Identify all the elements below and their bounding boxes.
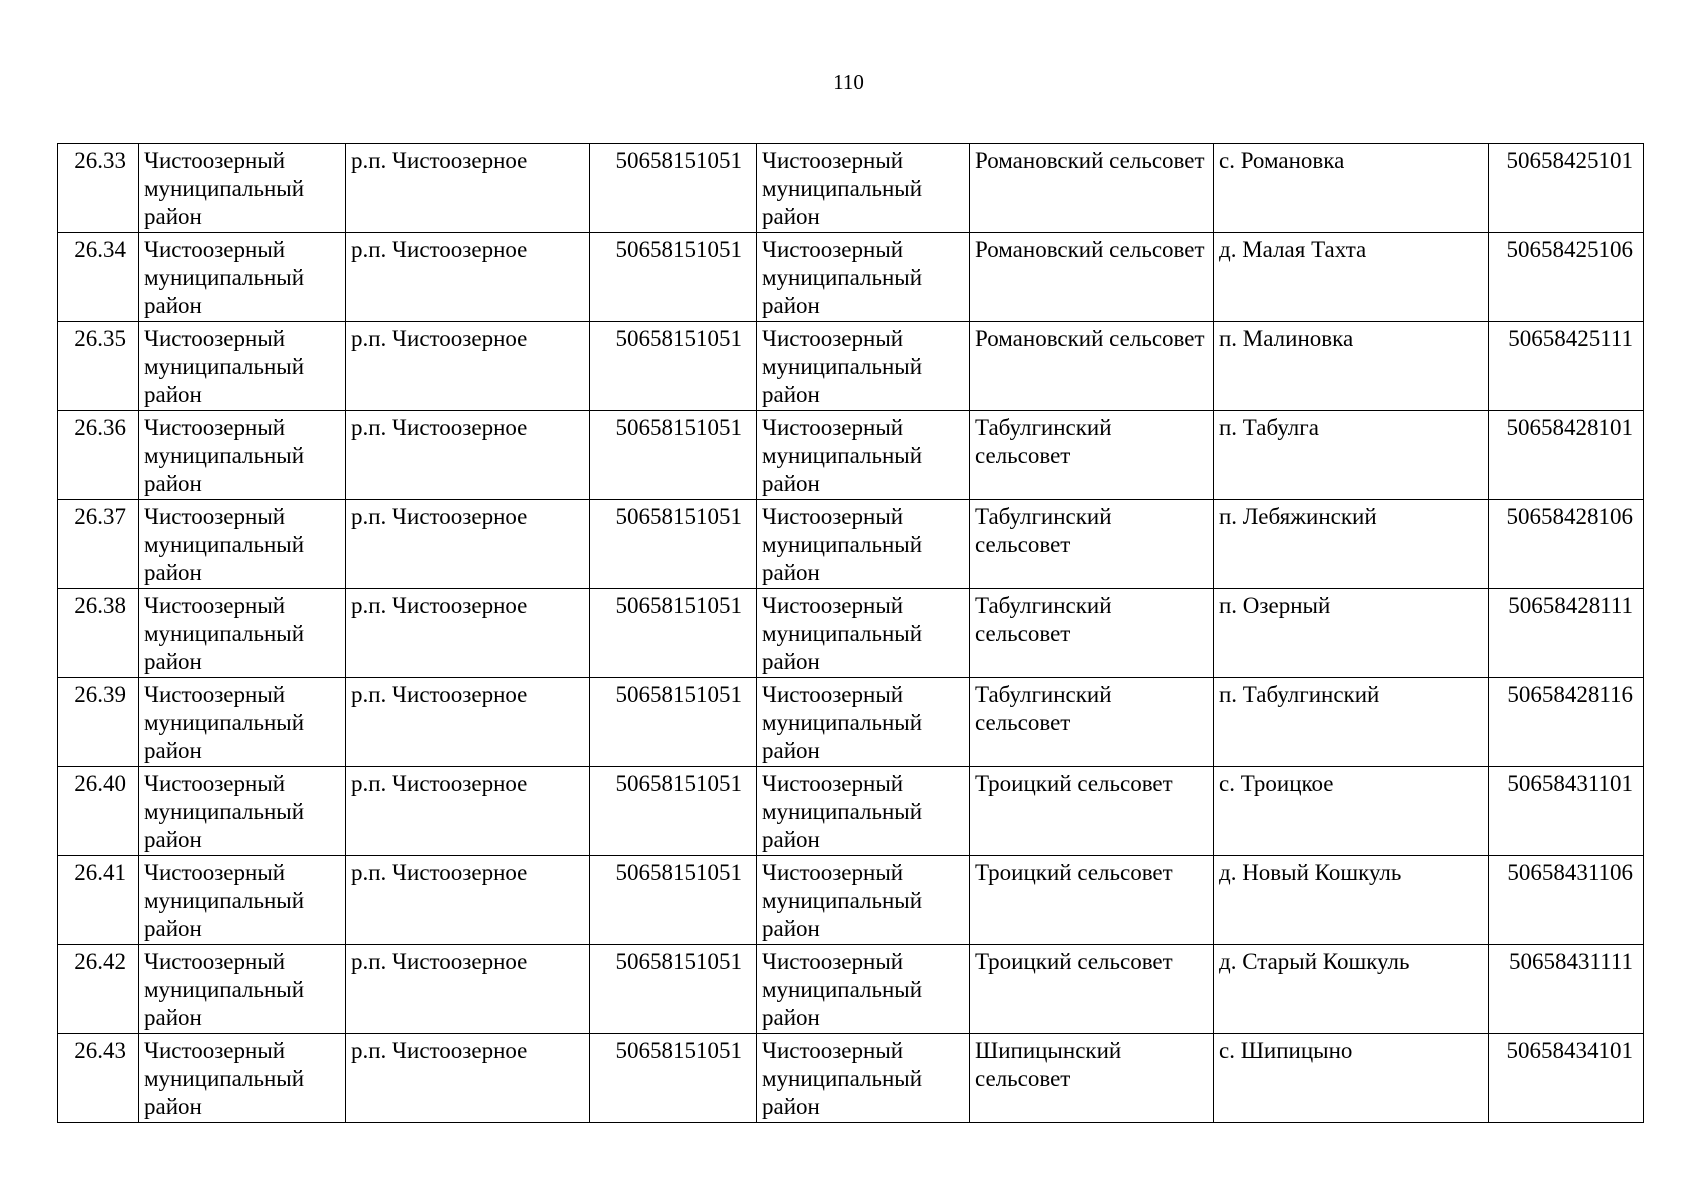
admin-center-cell: р.п. Чистоозерное xyxy=(346,411,590,500)
district-cell: Чистоозерный муниципальный район xyxy=(139,856,346,945)
municipal-district-cell: Чистоозерный муниципальный район xyxy=(757,1034,970,1123)
admin-center-cell: р.п. Чистоозерное xyxy=(346,945,590,1034)
table-row xyxy=(58,945,1644,1034)
row-number-cell: 26.40 xyxy=(58,767,139,856)
settlement-code-cell: 50658428101 xyxy=(1489,411,1644,500)
settlement-cell: д. Новый Кошкуль xyxy=(1214,856,1489,945)
admin-center-code-cell: 50658151051 xyxy=(590,856,757,945)
settlement-cell: д. Малая Тахта xyxy=(1214,233,1489,322)
village-council-cell: Табулгинский сельсовет xyxy=(970,411,1214,500)
admin-center-code-cell: 50658151051 xyxy=(590,767,757,856)
table-row xyxy=(58,233,1644,322)
district-cell: Чистоозерный муниципальный район xyxy=(139,411,346,500)
admin-center-cell: р.п. Чистоозерное xyxy=(346,322,590,411)
table-row xyxy=(58,500,1644,589)
admin-center-code-cell: 50658151051 xyxy=(590,1034,757,1123)
village-council-cell: Табулгинский сельсовет xyxy=(970,500,1214,589)
table-row xyxy=(58,678,1644,767)
district-cell: Чистоозерный муниципальный район xyxy=(139,1034,346,1123)
settlement-code-cell: 50658428106 xyxy=(1489,500,1644,589)
village-council-cell: Романовский сельсовет xyxy=(970,233,1214,322)
settlement-code-cell: 50658425106 xyxy=(1489,233,1644,322)
municipal-district-cell: Чистоозерный муниципальный район xyxy=(757,411,970,500)
admin-center-cell: р.п. Чистоозерное xyxy=(346,144,590,233)
admin-center-code-cell: 50658151051 xyxy=(590,411,757,500)
municipal-district-cell: Чистоозерный муниципальный район xyxy=(757,767,970,856)
settlement-cell: д. Старый Кошкуль xyxy=(1214,945,1489,1034)
village-council-cell: Шипицынский сельсовет xyxy=(970,1034,1214,1123)
admin-center-cell: р.п. Чистоозерное xyxy=(346,500,590,589)
village-council-cell: Троицкий сельсовет xyxy=(970,945,1214,1034)
settlement-cell: п. Малиновка xyxy=(1214,322,1489,411)
settlement-code-cell: 50658425101 xyxy=(1489,144,1644,233)
settlement-code-cell: 50658431106 xyxy=(1489,856,1644,945)
municipal-district-cell: Чистоозерный муниципальный район xyxy=(757,589,970,678)
village-council-cell: Троицкий сельсовет xyxy=(970,856,1214,945)
settlement-cell: п. Табулгинский xyxy=(1214,678,1489,767)
municipal-district-cell: Чистоозерный муниципальный район xyxy=(757,322,970,411)
district-cell: Чистоозерный муниципальный район xyxy=(139,678,346,767)
district-cell: Чистоозерный муниципальный район xyxy=(139,322,346,411)
row-number-cell: 26.41 xyxy=(58,856,139,945)
municipal-district-cell: Чистоозерный муниципальный район xyxy=(757,856,970,945)
admin-center-cell: р.п. Чистоозерное xyxy=(346,589,590,678)
admin-center-cell: р.п. Чистоозерное xyxy=(346,856,590,945)
district-cell: Чистоозерный муниципальный район xyxy=(139,500,346,589)
settlement-cell: с. Романовка xyxy=(1214,144,1489,233)
settlement-code-cell: 50658434101 xyxy=(1489,1034,1644,1123)
village-council-cell: Табулгинский сельсовет xyxy=(970,589,1214,678)
village-council-cell: Романовский сельсовет xyxy=(970,144,1214,233)
admin-center-code-cell: 50658151051 xyxy=(590,945,757,1034)
page-number: 110 xyxy=(833,70,864,94)
row-number-cell: 26.37 xyxy=(58,500,139,589)
settlement-cell: п. Табулга xyxy=(1214,411,1489,500)
row-number-cell: 26.43 xyxy=(58,1034,139,1123)
village-council-cell: Табулгинский сельсовет xyxy=(970,678,1214,767)
settlement-cell: п. Озерный xyxy=(1214,589,1489,678)
settlement-code-cell: 50658428111 xyxy=(1489,589,1644,678)
admin-center-cell: р.п. Чистоозерное xyxy=(346,233,590,322)
row-number-cell: 26.42 xyxy=(58,945,139,1034)
settlement-code-cell: 50658431111 xyxy=(1489,945,1644,1034)
settlements-table xyxy=(57,143,1644,1123)
table-row xyxy=(58,856,1644,945)
municipal-district-cell: Чистоозерный муниципальный район xyxy=(757,945,970,1034)
admin-center-cell: р.п. Чистоозерное xyxy=(346,767,590,856)
district-cell: Чистоозерный муниципальный район xyxy=(139,767,346,856)
district-cell: Чистоозерный муниципальный район xyxy=(139,589,346,678)
settlement-code-cell: 50658428116 xyxy=(1489,678,1644,767)
table-row xyxy=(58,1034,1644,1123)
admin-center-code-cell: 50658151051 xyxy=(590,233,757,322)
row-number-cell: 26.39 xyxy=(58,678,139,767)
admin-center-code-cell: 50658151051 xyxy=(590,322,757,411)
row-number-cell: 26.35 xyxy=(58,322,139,411)
admin-center-cell: р.п. Чистоозерное xyxy=(346,678,590,767)
table-body xyxy=(58,144,1644,1123)
row-number-cell: 26.38 xyxy=(58,589,139,678)
municipal-district-cell: Чистоозерный муниципальный район xyxy=(757,500,970,589)
district-cell: Чистоозерный муниципальный район xyxy=(139,945,346,1034)
table-row xyxy=(58,767,1644,856)
table-row xyxy=(58,589,1644,678)
table-row xyxy=(58,144,1644,233)
settlement-cell: п. Лебяжинский xyxy=(1214,500,1489,589)
admin-center-cell: р.п. Чистоозерное xyxy=(346,1034,590,1123)
row-number-cell: 26.34 xyxy=(58,233,139,322)
row-number-cell: 26.33 xyxy=(58,144,139,233)
row-number-cell: 26.36 xyxy=(58,411,139,500)
settlement-cell: с. Троицкое xyxy=(1214,767,1489,856)
settlement-code-cell: 50658431101 xyxy=(1489,767,1644,856)
table-row xyxy=(58,411,1644,500)
admin-center-code-cell: 50658151051 xyxy=(590,500,757,589)
settlement-cell: с. Шипицыно xyxy=(1214,1034,1489,1123)
municipal-district-cell: Чистоозерный муниципальный район xyxy=(757,144,970,233)
table-row xyxy=(58,322,1644,411)
district-cell: Чистоозерный муниципальный район xyxy=(139,233,346,322)
district-cell: Чистоозерный муниципальный район xyxy=(139,144,346,233)
admin-center-code-cell: 50658151051 xyxy=(590,678,757,767)
admin-center-code-cell: 50658151051 xyxy=(590,144,757,233)
admin-center-code-cell: 50658151051 xyxy=(590,589,757,678)
settlement-code-cell: 50658425111 xyxy=(1489,322,1644,411)
municipal-district-cell: Чистоозерный муниципальный район xyxy=(757,678,970,767)
village-council-cell: Троицкий сельсовет xyxy=(970,767,1214,856)
municipal-district-cell: Чистоозерный муниципальный район xyxy=(757,233,970,322)
village-council-cell: Романовский сельсовет xyxy=(970,322,1214,411)
